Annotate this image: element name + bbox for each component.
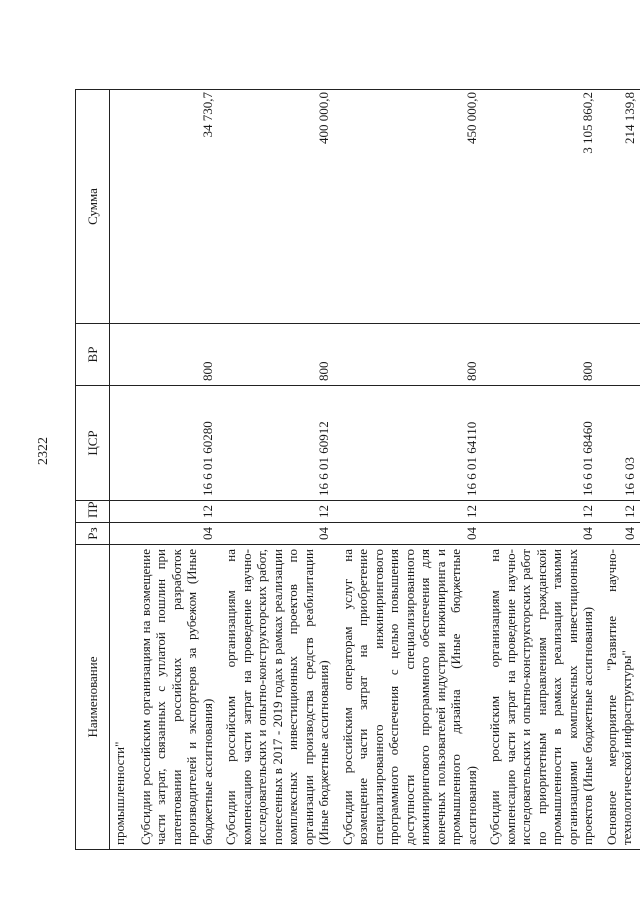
- header-pr: ПР: [76, 501, 110, 523]
- row-csr: [110, 386, 134, 501]
- row-rz: 04: [219, 523, 336, 545]
- row-name: промышленности": [110, 545, 134, 850]
- row-pr: 12: [134, 501, 220, 523]
- row-pr: 12: [600, 501, 640, 523]
- table-header-row: [76, 90, 110, 850]
- row-pr: 12: [336, 501, 484, 523]
- row-vr: 800: [219, 324, 336, 386]
- table-row: [219, 90, 336, 850]
- row-vr: 800: [336, 324, 484, 386]
- rotated-page: [75, 90, 637, 850]
- header-vr: ВР: [76, 324, 110, 386]
- row-vr: [600, 324, 640, 386]
- header-name: Наименование: [76, 545, 110, 850]
- table-row: [483, 90, 600, 850]
- row-csr: 16 6 01 64110: [336, 386, 484, 501]
- row-csr: 16 6 01 60912: [219, 386, 336, 501]
- row-pr: [110, 501, 134, 523]
- row-sum: 400 000,0: [219, 90, 336, 324]
- row-csr: 16 6 03: [600, 386, 640, 501]
- row-name: Субсидии российским организациям на возмещение части затрат, связанных с уплатой пошлин при патентовании российских разработок производителей и экспортеров за рубежом (Иные бюджетные ассигнования): [134, 545, 220, 850]
- row-vr: 800: [483, 324, 600, 386]
- row-rz: 04: [600, 523, 640, 545]
- row-sum: 214 139,8: [600, 90, 640, 324]
- row-rz: 04: [336, 523, 484, 545]
- row-rz: [110, 523, 134, 545]
- row-sum: 3 105 860,2: [483, 90, 600, 324]
- header-csr: ЦСР: [76, 386, 110, 501]
- row-sum: 34 730,7: [134, 90, 220, 324]
- row-rz: 04: [483, 523, 600, 545]
- table-row: [336, 90, 484, 850]
- page-number: 2322: [36, 437, 51, 465]
- row-sum: 450 000,0: [336, 90, 484, 324]
- row-name: Субсидии российским организациям на компенсацию части затрат на проведение научно-исследовательских и опытно-конструкторских работ по приоритетным направлениям гражданской промышленности в рамках реализации такими организациями комплексных инвестиционных проектов (Иные бюджетные ассигнования): [483, 545, 600, 850]
- row-pr: 12: [483, 501, 600, 523]
- header-sum: Сумма: [76, 90, 110, 324]
- table-row: [110, 90, 134, 850]
- budget-table: [75, 89, 640, 850]
- row-vr: 800: [134, 324, 220, 386]
- row-csr: 16 6 01 68460: [483, 386, 600, 501]
- table-row: [600, 90, 640, 850]
- row-name: Субсидии российским операторам услуг на возмещение части затрат на приобретение специализированного инжинирингового программного обеспечения с целью повышения доступности специализированного инжинирингового программного обеспечения для конечных пользователей индустрии инжиниринга и промышленного дизайна (Иные бюджетные ассигнования): [336, 545, 484, 850]
- row-vr: [110, 324, 134, 386]
- row-name: Основное мероприятие "Развитие научно-технологической инфраструктуры": [600, 545, 640, 850]
- row-name: Субсидии российским организациям на компенсацию части затрат на проведение научно-исследовательских и опытно-конструкторских работ, понесенных в 2017 - 2019 годах в рамках реализации комплексных инвестиционных проектов по организации производства средств реабилитации (Иные бюджетные ассигнования): [219, 545, 336, 850]
- row-pr: 12: [219, 501, 336, 523]
- row-csr: 16 6 01 60280: [134, 386, 220, 501]
- row-rz: 04: [134, 523, 220, 545]
- table-row: [134, 90, 220, 850]
- row-sum: [110, 90, 134, 324]
- header-rz: Рз: [76, 523, 110, 545]
